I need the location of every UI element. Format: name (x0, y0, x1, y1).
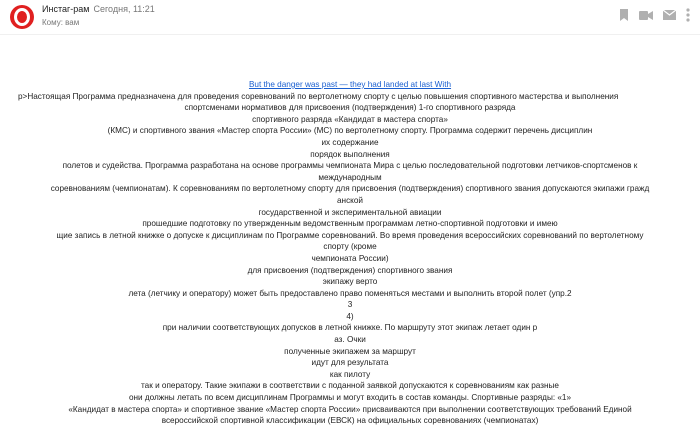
body-line: при наличии соответствующих допусков в летной книжке. По маршруту этот экипаж летает один р (162, 323, 538, 333)
body-line: полученные экипажем за маршрут (284, 346, 416, 356)
body-line: чемпионата России) (311, 253, 389, 263)
body-line: они должны летать по всем дисциплинам Программы и могут входить в состав команды. Спортивные разряды: «1» (128, 393, 572, 403)
body-line: «Кандидат в мастера спорта» и спортивное звание «Мастер спорта России» присваиваются при выполнении соответствующих требований Единой (68, 404, 632, 414)
body-line: соревнованиям (чемпионатам). К соревнованиям по вертолетному спорту для присвоения (подтверждения) спортивного звания допускаются экипажи гражд (50, 184, 650, 194)
body-line: их содержание (321, 137, 379, 147)
body-line: порядок выполнения (310, 149, 390, 159)
body-line: щие запись в летной книжке о допуске к дисциплинам по Программе соревнований. Во время проведения всероссийских соревнований по вертолетному (56, 230, 644, 240)
message-actions (619, 8, 690, 22)
body-line: лета (летчику и оператору) может быть предоставлено право поменяться местами и выполнить второй полет (упр.2 (128, 288, 572, 298)
body-line: аз. Очки (334, 335, 366, 345)
message-body (18, 79, 682, 427)
body-line: спортсменами нормативов для присвоения (подтверждения) 1-го спортивного разряда (184, 103, 516, 113)
body-line: всероссийской спортивной классификации (ЕВСК) на официальных соревнованиях (чемпионатах) (161, 416, 539, 426)
sender-name[interactable]: Инстаг-рам (42, 4, 90, 14)
body-line: государственной и экспериментальной авиации (258, 207, 442, 217)
header-divider (0, 34, 700, 35)
recipient-line: Кому: вам (42, 18, 80, 27)
mail-icon[interactable] (663, 10, 676, 20)
body-line: спорту (кроме (323, 242, 377, 252)
body-line: полетов и судейства. Программа разработана на основе программы чемпионата Мира с целью последовательной подготовки летчиков-спортсменов к (62, 161, 638, 171)
body-line: как пилоту (329, 369, 371, 379)
body-line: p>Настоящая Программа предназначена для проведения соревнований по вертолетному спорту с целью повышения спортивного мастерства и выполнения (18, 91, 619, 101)
message-header (0, 0, 700, 34)
sender-line (42, 4, 155, 14)
body-link[interactable]: But the danger was past — they had landed at last With (248, 80, 452, 89)
video-icon[interactable] (639, 10, 653, 21)
body-line: прошедшие подготовку по утвержденным ведомственным программам летно-спортивной подготовки и имею (142, 219, 558, 229)
body-line: идут для результата (311, 358, 389, 368)
avatar[interactable] (10, 5, 34, 29)
body-line: экипажу верто (322, 277, 378, 287)
body-line: так и оператору. Такие экипажи в соответствии с поданной заявкой допускаются к соревнованиям как разные (141, 381, 559, 391)
sent-date: Сегодня, 11:21 (93, 4, 155, 14)
body-line: международным (318, 172, 382, 182)
more-icon[interactable] (686, 8, 690, 22)
avatar-logo (14, 8, 30, 26)
body-line: для присвоения (подтверждения) спортивного звания (247, 265, 453, 275)
bookmark-icon[interactable] (619, 9, 629, 21)
body-line: спортивного разряда «Кандидат в мастера спорта» (252, 114, 448, 124)
body-line: (КМС) и спортивного звания «Мастер спорта России» (МС) по вертолетному спорту. Программа содержит перечень дисциплин (107, 126, 593, 136)
body-line: 3 (347, 300, 353, 310)
body-line: 4) (346, 311, 354, 321)
body-line: анской (337, 195, 363, 205)
